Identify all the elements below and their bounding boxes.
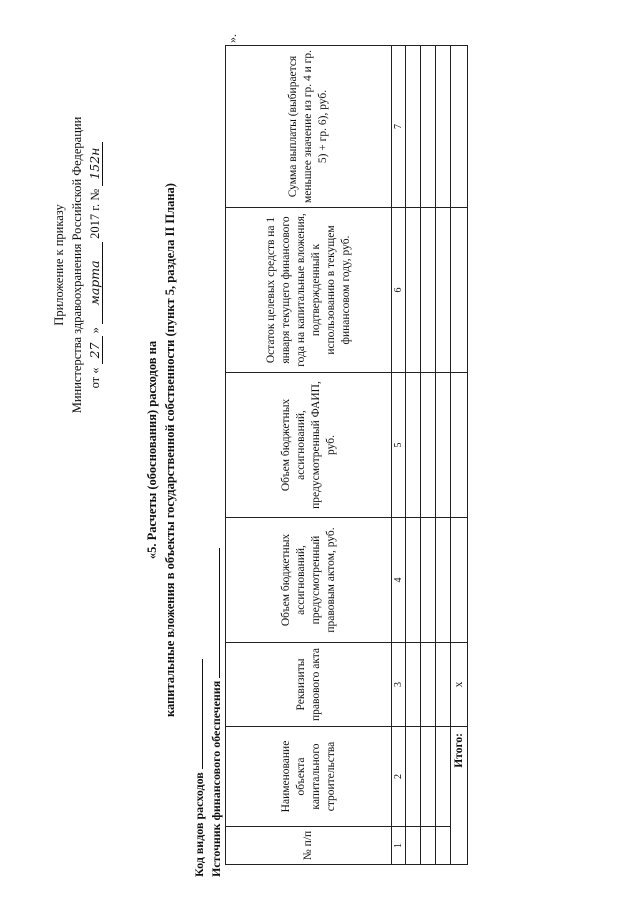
- table-cell: [436, 518, 451, 643]
- table-cell: [406, 46, 421, 208]
- col-header-faip-allocation: Объем бюджетных ассигнований, предусмотренный ФАИП, руб.: [226, 373, 392, 518]
- table-cell: [406, 727, 421, 827]
- table-cell: [406, 208, 421, 373]
- header-month: марта: [88, 242, 103, 324]
- table-cell: [421, 827, 436, 865]
- section-title: [143, 145, 179, 755]
- header-quote-close: »: [88, 327, 102, 334]
- table-cell: [406, 373, 421, 518]
- funding-source-label: Источник финансового обеспечения: [209, 680, 223, 877]
- table-cell: [436, 373, 451, 518]
- table-cell: [436, 643, 451, 727]
- total-legal-act-cell: x: [451, 643, 468, 727]
- closing-quote: ».: [225, 34, 239, 43]
- col-number-7: 7: [392, 46, 406, 208]
- table-cell: [436, 46, 451, 208]
- expense-code-label: Код видов расходов: [192, 772, 206, 877]
- total-row: [451, 46, 468, 865]
- header-line-1: Приложение к приказу: [52, 204, 66, 326]
- col-number-4: 4: [392, 518, 406, 643]
- col-number-6: 6: [392, 208, 406, 373]
- table-cell: [421, 727, 436, 827]
- table-header-row: [226, 46, 392, 865]
- table-cell: [436, 827, 451, 865]
- table-cell: [406, 643, 421, 727]
- order-header: [50, 45, 104, 485]
- col-number-5: 5: [392, 373, 406, 518]
- header-year: 2017 г. №: [88, 188, 102, 239]
- expense-code-blank: [190, 659, 203, 769]
- header-day: 27: [88, 336, 103, 364]
- expense-code-field: [190, 659, 207, 877]
- header-line-2: Министерства здравоохранения Российской Федерации: [70, 116, 84, 414]
- table-cell: [421, 643, 436, 727]
- funding-source-field: [207, 548, 224, 877]
- col-header-object-name: Наименование объекта капитального строительства: [226, 727, 392, 827]
- header-line-3: [86, 45, 104, 485]
- col-header-remaining-funds: Остаток целевых средств на 1 января текущего финансового года на капитальные вложения, подтвержденный к использованию в текущем финансовом году, руб.: [226, 208, 392, 373]
- table-cell: [436, 727, 451, 827]
- column-number-row: [392, 46, 406, 865]
- col-header-act-allocation: Объем бюджетных ассигнований, предусмотренный правовым актом, руб.: [226, 518, 392, 643]
- table-cell: [421, 373, 436, 518]
- total-label: Итого:: [451, 727, 468, 865]
- funding-source-blank: [207, 548, 220, 678]
- table-cell: [451, 373, 468, 518]
- table-row: [406, 46, 421, 865]
- table-cell: [451, 208, 468, 373]
- col-number-3: 3: [392, 643, 406, 727]
- table-cell: [406, 518, 421, 643]
- table-cell: [451, 46, 468, 208]
- table-row: [436, 46, 451, 865]
- col-number-1: 1: [392, 827, 406, 865]
- title-line-1: «5. Расчеты (обоснования) расходов на: [145, 340, 159, 560]
- col-header-legal-act: Реквизиты правового акта: [226, 643, 392, 727]
- table-cell: [436, 208, 451, 373]
- capital-investment-table: [225, 45, 468, 865]
- header-order-number: 152н: [88, 142, 103, 186]
- table-cell: [406, 827, 421, 865]
- table-cell: [421, 46, 436, 208]
- col-header-payment-amount: Сумма выплаты (выбирается меньшее значение из гр. 4 и гр. 5) + гр. 6), руб.: [226, 46, 392, 208]
- col-header-number: № п/п: [226, 827, 392, 865]
- table-cell: [421, 208, 436, 373]
- table-cell: [451, 518, 468, 643]
- col-number-2: 2: [392, 727, 406, 827]
- title-line-2: капитальные вложения в объекты государственной собственности (пункт 5, раздела II Плана): [163, 183, 177, 717]
- table-row: [421, 46, 436, 865]
- header-date-prefix: от «: [88, 367, 102, 389]
- table-cell: [421, 518, 436, 643]
